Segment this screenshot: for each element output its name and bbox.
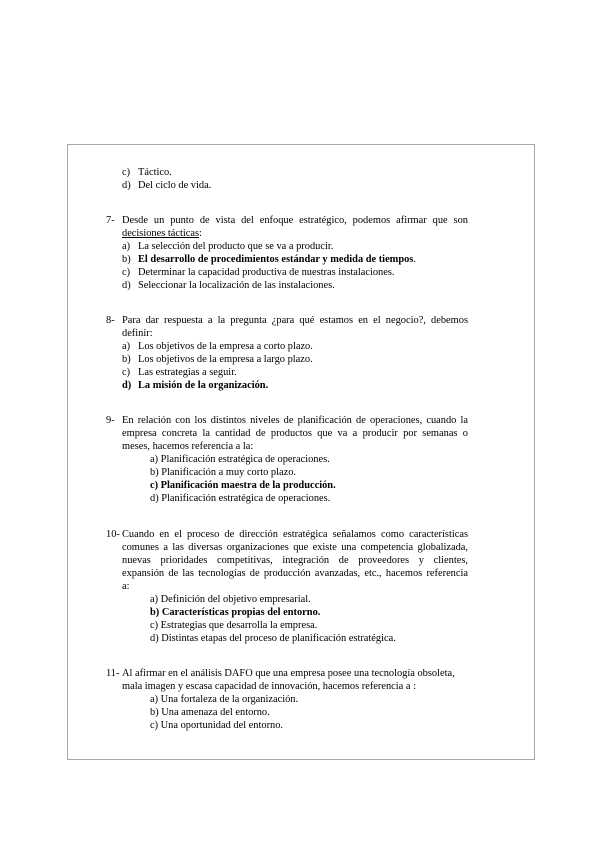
q9-line-3: meses, hacemos referencia a la:: [122, 441, 254, 452]
q8-option-a: a) Los objetivos de la empresa a corto plazo.: [122, 341, 313, 352]
q10-line-2: comunes a las diversas organizaciones que existe una competencia globalizada,: [122, 542, 468, 553]
q10-option-c: c) Estrategias que desarrolla la empresa.: [150, 620, 318, 631]
q9-line-1: 9- En relación con los distintos niveles de planificación de operaciones, cuando la: [106, 415, 468, 426]
q9-option-b: b) Planificación a muy corto plazo.: [150, 467, 296, 478]
q7-option-d: d) Seleccionar la localización de las instalaciones.: [122, 280, 335, 291]
q10-option-d: d) Distintas etapas del proceso de planificación estratégica.: [150, 633, 396, 644]
q7-option-c: c) Determinar la capacidad productiva de nuestras instalaciones.: [122, 267, 395, 278]
q6-option-d: d) Del ciclo de vida.: [122, 180, 212, 191]
q8-option-d: d) La misión de la organización.: [122, 380, 269, 391]
q9-number: 9-: [106, 415, 115, 426]
q10-option-b: b) Características propias del entorno.: [150, 607, 321, 618]
q9-line-2: empresa concreta la cantidad de productos que va a producir por semanas o: [122, 428, 468, 439]
q9-option-a: a) Planificación estratégica de operaciones.: [150, 454, 330, 465]
q8-option-c: c) Las estrategias a seguir.: [122, 367, 237, 378]
q6-option-c: c) Táctico.: [122, 167, 172, 178]
q11-line-1: 11- Al afirmar en el análisis DAFO que una empresa posee una tecnología obsoleta,: [106, 668, 455, 679]
q10-option-a: a) Definición del objetivo empresarial.: [150, 594, 311, 605]
q7-option-a: a) La selección del producto que se va a producir.: [122, 241, 334, 252]
q10-line-5: a:: [122, 581, 130, 592]
q11-number: 11-: [106, 668, 120, 679]
q8-line-1: 8- Para dar respuesta a la pregunta ¿para qué estamos en el negocio?, debemos: [106, 315, 468, 326]
q7-number: 7-: [106, 215, 115, 226]
q11-line-2: mala imagen y escasa capacidad de innovación, hacemos referencia a :: [122, 681, 416, 692]
q7-line-2: decisiones tácticas:: [122, 228, 202, 239]
q9-option-d: d) Planificación estratégica de operaciones.: [150, 493, 331, 504]
q11-option-c: c) Una oportunidad del entorno.: [150, 720, 284, 731]
q10-line-3: nuevas prioridades competitivas, integración de proveedores y clientes,: [122, 555, 468, 566]
q8-option-b: b) Los objetivos de la empresa a largo plazo.: [122, 354, 313, 365]
q10-line-4: expansión de las tecnologías de producción avanzadas, etc., hacemos referencia: [122, 568, 468, 579]
q8-line-2: definir:: [122, 328, 153, 339]
q9-option-c: c) Planificación maestra de la producción.: [150, 480, 336, 491]
q11-option-a: a) Una fortaleza de la organización.: [150, 694, 299, 705]
q7-line-1: 7- Desde un punto de vista del enfoque estratégico, podemos afirmar que son: [106, 215, 468, 226]
q11-option-b: b) Una amenaza del entorno.: [150, 707, 270, 718]
q10-line-1: 10- Cuando en el proceso de dirección estratégica señalamos como características: [106, 529, 468, 540]
q10-number: 10-: [106, 529, 120, 540]
q7-option-b: b) El desarrollo de procedimientos estándar y medida de tiempos.: [122, 254, 416, 265]
q8-number: 8-: [106, 315, 115, 326]
